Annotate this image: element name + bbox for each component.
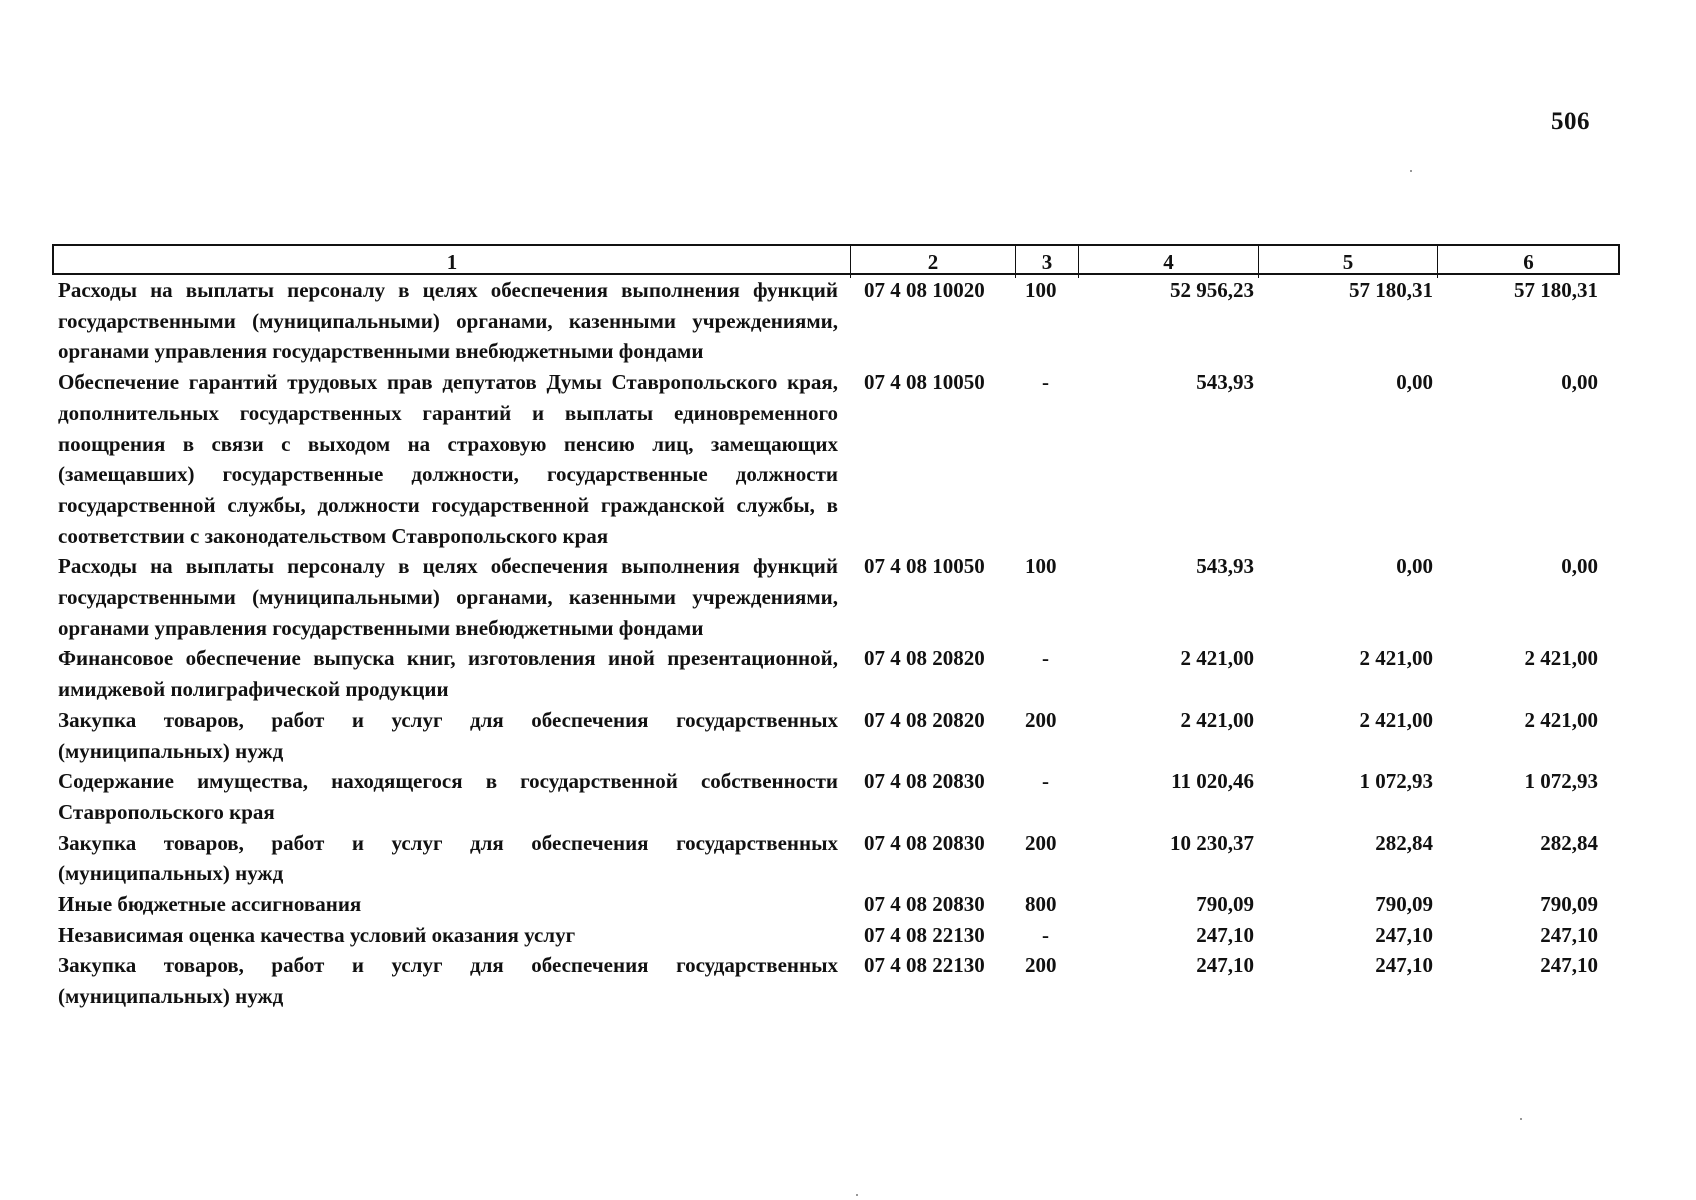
row-value-3: 1 072,93 — [1524, 769, 1598, 794]
table-row — [52, 705, 1620, 766]
row-name: Содержание имущества, находящегося в государственной собственности Ставропольского края — [58, 769, 838, 824]
row-value-1: 52 956,23 — [1170, 278, 1254, 302]
row-type: 200 — [1025, 953, 1057, 978]
row-code: 07 4 08 10050 — [864, 554, 985, 579]
row-code: 07 4 08 10020 — [864, 278, 985, 302]
table-row — [52, 367, 1620, 551]
row-value-2: 2 421,00 — [1359, 707, 1433, 732]
table-row — [52, 920, 1620, 951]
row-value-2: 0,00 — [1396, 370, 1433, 395]
page-number: 506 — [1551, 108, 1590, 135]
row-value-3: 0,00 — [1561, 370, 1598, 395]
row-type: 100 — [1025, 278, 1057, 302]
row-code: 07 4 08 20830 — [864, 892, 985, 917]
row-value-2: 57 180,31 — [1349, 278, 1433, 302]
row-value-3: 247,10 — [1540, 953, 1598, 978]
row-name: Независимая оценка качества условий оказания услуг — [58, 922, 576, 947]
row-value-1: 790,09 — [1196, 892, 1254, 917]
row-value-2: 1 072,93 — [1359, 769, 1433, 794]
row-value-2: 247,10 — [1375, 922, 1433, 947]
row-name: Расходы на выплаты персоналу в целях обеспечения выполнения функций государственными (муниципальными) органами, казенными учреждениями, органами управления государственными внебюджетными фондами — [58, 278, 838, 364]
row-name: Закупка товаров, работ и услуг для обеспечения государственных (муниципальных) нужд — [58, 953, 838, 1009]
row-value-1: 10 230,37 — [1170, 830, 1254, 855]
table-row — [52, 551, 1620, 643]
row-value-3: 790,09 — [1540, 892, 1598, 917]
row-type: 200 — [1025, 707, 1057, 732]
row-type: - — [1042, 922, 1049, 947]
row-value-1: 11 020,46 — [1171, 769, 1254, 794]
scan-speck — [1410, 170, 1412, 172]
row-value-2: 247,10 — [1375, 953, 1433, 978]
row-type: - — [1042, 646, 1049, 671]
row-value-1: 2 421,00 — [1180, 646, 1254, 671]
scan-speck — [1520, 1118, 1522, 1120]
row-type: 200 — [1025, 830, 1057, 855]
budget-table — [52, 244, 1620, 1012]
table-header-row — [52, 244, 1620, 275]
row-value-3: 2 421,00 — [1524, 646, 1598, 671]
row-value-3: 57 180,31 — [1514, 278, 1598, 302]
row-type: - — [1042, 370, 1049, 395]
row-type: 800 — [1025, 892, 1057, 917]
row-value-1: 2 421,00 — [1180, 707, 1254, 732]
row-value-1: 247,10 — [1196, 922, 1254, 947]
row-value-1: 543,93 — [1196, 370, 1254, 395]
row-code: 07 4 08 20830 — [864, 769, 985, 794]
column-header-3: 3 — [1015, 246, 1078, 278]
row-value-2: 0,00 — [1396, 554, 1433, 579]
row-name: Закупка товаров, работ и услуг для обеспечения государственных (муниципальных) нужд — [58, 830, 838, 886]
row-code: 07 4 08 22130 — [864, 953, 985, 978]
row-name: Обеспечение гарантий трудовых прав депутатов Думы Ставропольского края, дополнительных государственных гарантий и выплаты единовременного поощрения в связи с выходом на страховую пенсию лиц, замещающих (замещавших) государственные должности, государственные должности государственной службы, должности государственной гражданской службы, в соответствии с законодательством Ставропольского края — [58, 370, 838, 548]
row-code: 07 4 08 20820 — [864, 646, 985, 671]
row-value-3: 2 421,00 — [1524, 707, 1598, 732]
column-header-5: 5 — [1258, 246, 1437, 278]
table-row — [52, 766, 1620, 827]
row-value-3: 282,84 — [1540, 830, 1598, 855]
row-name: Финансовое обеспечение выпуска книг, изготовления иной презентационной, имиджевой полиграфической продукции — [58, 646, 838, 702]
row-code: 07 4 08 22130 — [864, 922, 985, 947]
row-value-2: 2 421,00 — [1359, 646, 1433, 671]
table-row — [52, 889, 1620, 920]
row-value-2: 790,09 — [1375, 892, 1433, 917]
column-header-4: 4 — [1078, 246, 1258, 278]
row-code: 07 4 08 10050 — [864, 370, 985, 395]
column-header-1: 1 — [446, 250, 458, 274]
row-value-1: 247,10 — [1196, 953, 1254, 978]
row-code: 07 4 08 20820 — [864, 707, 985, 732]
row-type: 100 — [1025, 554, 1057, 579]
row-value-3: 247,10 — [1540, 922, 1598, 947]
row-code: 07 4 08 20830 — [864, 830, 985, 855]
row-value-3: 0,00 — [1561, 554, 1598, 579]
column-header-6: 6 — [1437, 246, 1619, 278]
table-row — [52, 950, 1620, 1011]
row-value-1: 543,93 — [1196, 554, 1254, 579]
row-name: Закупка товаров, работ и услуг для обеспечения государственных (муниципальных) нужд — [58, 707, 838, 763]
column-header-2: 2 — [850, 246, 1015, 278]
table-row — [52, 643, 1620, 704]
row-value-2: 282,84 — [1375, 830, 1433, 855]
row-type: - — [1042, 769, 1049, 794]
table-row — [52, 828, 1620, 889]
row-name: Расходы на выплаты персоналу в целях обеспечения выполнения функций государственными (муниципальными) органами, казенными учреждениями, органами управления государственными внебюджетными фондами — [58, 554, 838, 640]
table-row — [52, 275, 1620, 367]
row-name: Иные бюджетные ассигнования — [58, 892, 362, 917]
scan-speck — [856, 1194, 858, 1196]
